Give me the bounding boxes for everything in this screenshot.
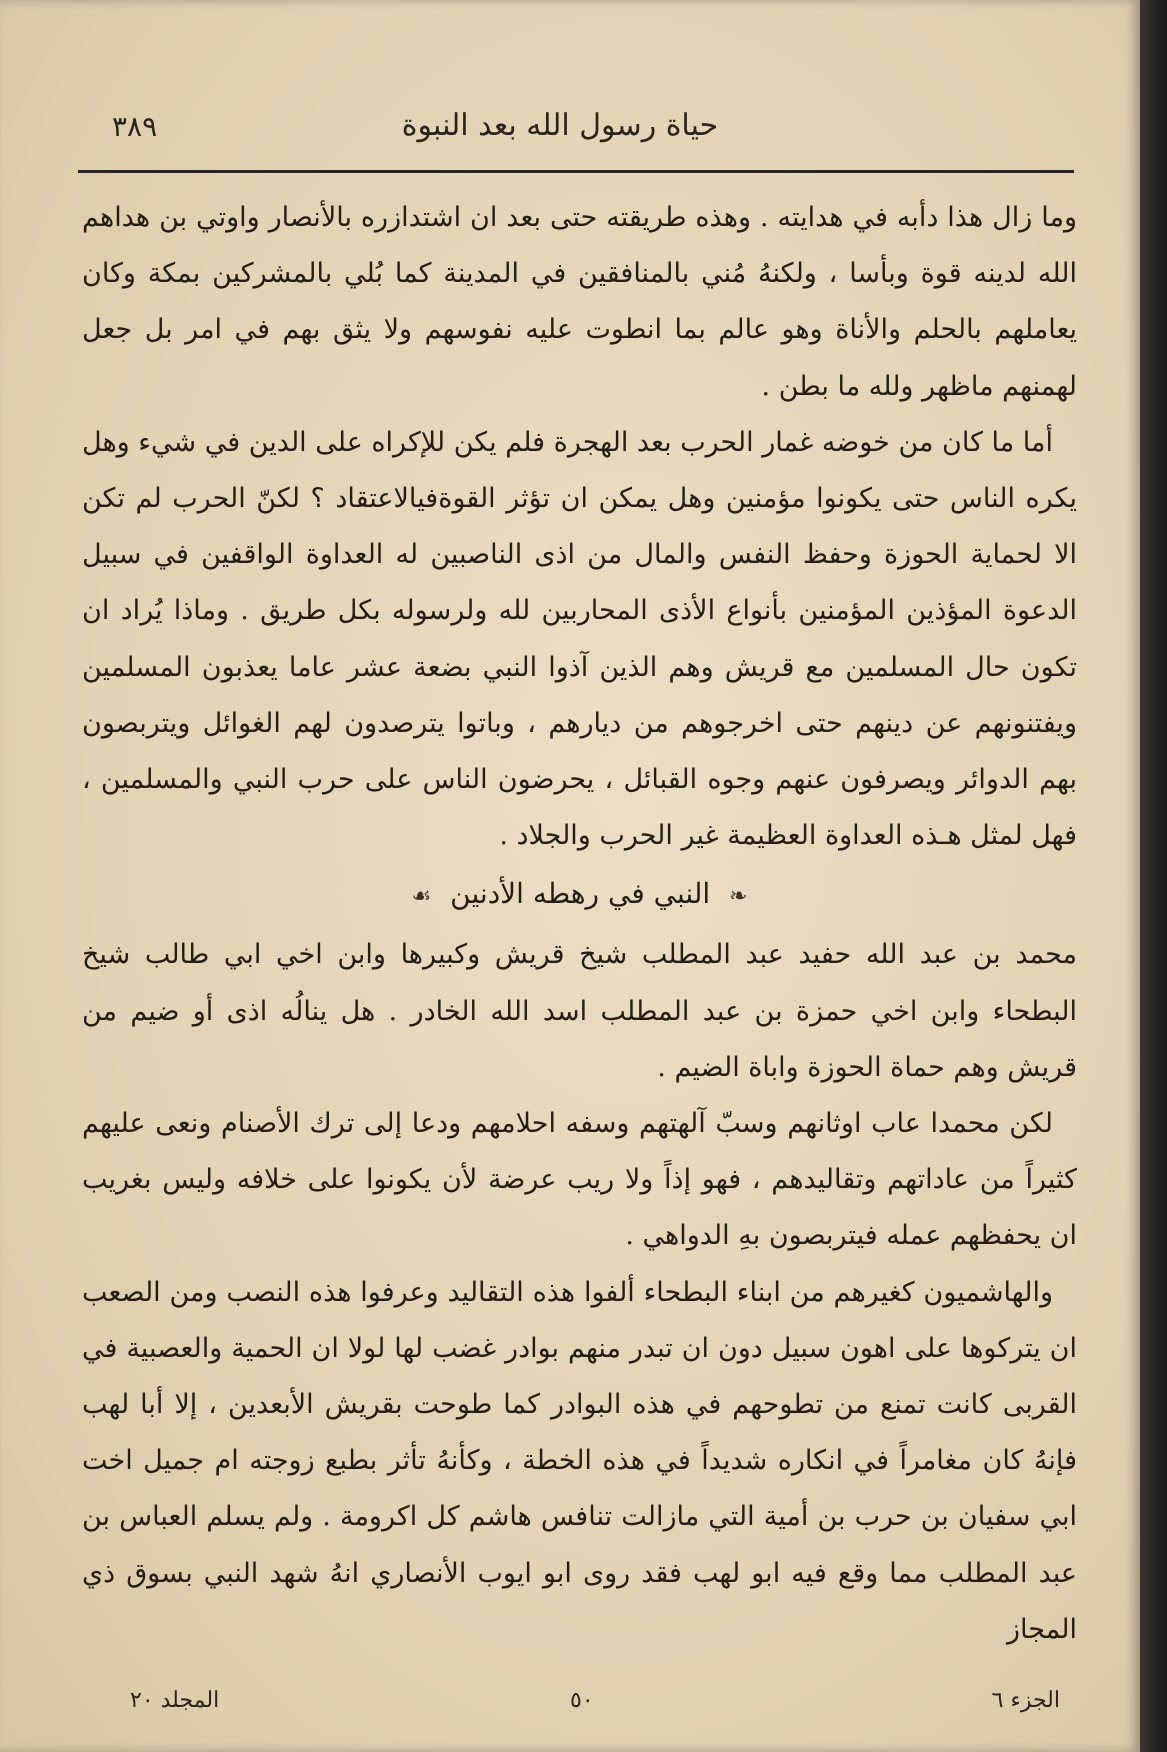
- paragraph: لكن محمدا عاب اوثانهم وسبّ آلهتهم وسفه احلامهم ودعا إلى ترك الأصنام ونعى عليهم كثيراً من عاداتهم وتقاليدهم ، فهو إذاً ولا ريب عرضة لأن يكونوا على خلافه وليس بغريب ان يحفظهم عمله فيتربصون بهِ الدواهي .: [82, 1108, 1077, 1252]
- ornament-icon: ❧: [729, 884, 748, 910]
- running-title: حياة رسول الله بعد النبوة: [401, 108, 719, 143]
- page-header: [80, 96, 1040, 156]
- section-heading-text: النبي في رهطه الأدنين: [450, 877, 711, 911]
- paragraph: والهاشميون كغيرهم من ابناء البطحاء ألفوا هذه التقاليد وعرفوا هذه النصب ومن الصعب ان يتركوها على اهون سبيل دون ان تبدر منهم بوادر غضب لها لولا ان الحمية والعصبية في القربى كانت تمنع من تطوحهم في هذه البوادر كما طوحت بقريش الأبعدين ، إلا أبا لهب فإنهُ كان مغامراً في انكاره شديداً في هذه الخطة ، وكأنهُ تأثر بطبع زوجته ام جميل اخت ابي سفيان بن حرب بن أمية التي مازالت تنافس هاشم كل اكرومة . ولم يسلم العباس بن عبد المطلب مما وقع فيه ابو لهب فقد روى ابو ايوب الأنصاري انهُ شهد النبي بسوق ذي المجاز: [82, 1276, 1077, 1645]
- ornament-icon: ☙: [411, 884, 432, 910]
- header-rule: [78, 170, 1074, 173]
- volume-label: المجلد ٢٠: [130, 1688, 220, 1713]
- paragraph: محمد بن عبد الله حفيد عبد المطلب شيخ قريش وكبيرها وابن اخي ابي طالب شيخ البطحاء وابن اخي حمزة بن عبد المطلب اسد الله الخادر . هل ينالُه اذى أو ضيم من قريش وهم حماة الحوزة واباة الضيم .: [82, 939, 1077, 1083]
- section-heading: [82, 866, 1077, 925]
- paragraph: أما ما كان من خوضه غمار الحرب بعد الهجرة فلم يكن للإكراه على الدين في شيء وهل يكره الناس حتى يكونوا مؤمنين وهل يمكن ان تؤثر القوةفيالاعتقاد ؟ لكنّ الحرب لم تكن الا لحماية الحوزة وحفظ النفس والمال من اذى الناصبين له العداوة الواقفين في سبيل الدعوة المؤذين المؤمنين بأنواع الأذى المحاربين لله ولرسوله بكل طريق . وماذا يُراد ان تكون حال المسلمين مع قريش وهم الذين آذوا النبي بضعة عشر عاما يعذبون المسلمين ويفتنونهم عن دينهم حتى اخرجوهم من ديارهم ، وباتوا يترصدون لهم الغوائل ويتربصون بهم الدوائر ويصرفون عنهم وجوه القبائل ، يحرضون الناس على حرب النبي والمسلمين ، فهل لمثل هـذه العداوة العظيمة غير الحرب والجلاد .: [82, 426, 1077, 852]
- paragraph: وما زال هذا دأبه في هدايته . وهذه طريقته حتى بعد ان اشتدازره بالأنصار واوتي بن هداهم الله لدينه قوة وبأسا ، ولكنهُ مُني بالمنافقين في المدينة كما بُلي بالمشركين بمكة وكان يعاملهم بالحلم والأناة وهو عالم بما انطوت عليه نفوسهم ولا يثق بهم في امر بل جعل لهمنهم ماظهر ولله ما بطن .: [82, 202, 1077, 402]
- page-footer: [100, 1688, 1060, 1728]
- sheet-number: ٥٠: [570, 1688, 594, 1713]
- book-spine-shadow: [1140, 0, 1167, 1752]
- page-number: ٣٨٩: [112, 110, 158, 143]
- page-body: [82, 190, 1077, 1658]
- part-label: الجزء ٦: [991, 1688, 1060, 1713]
